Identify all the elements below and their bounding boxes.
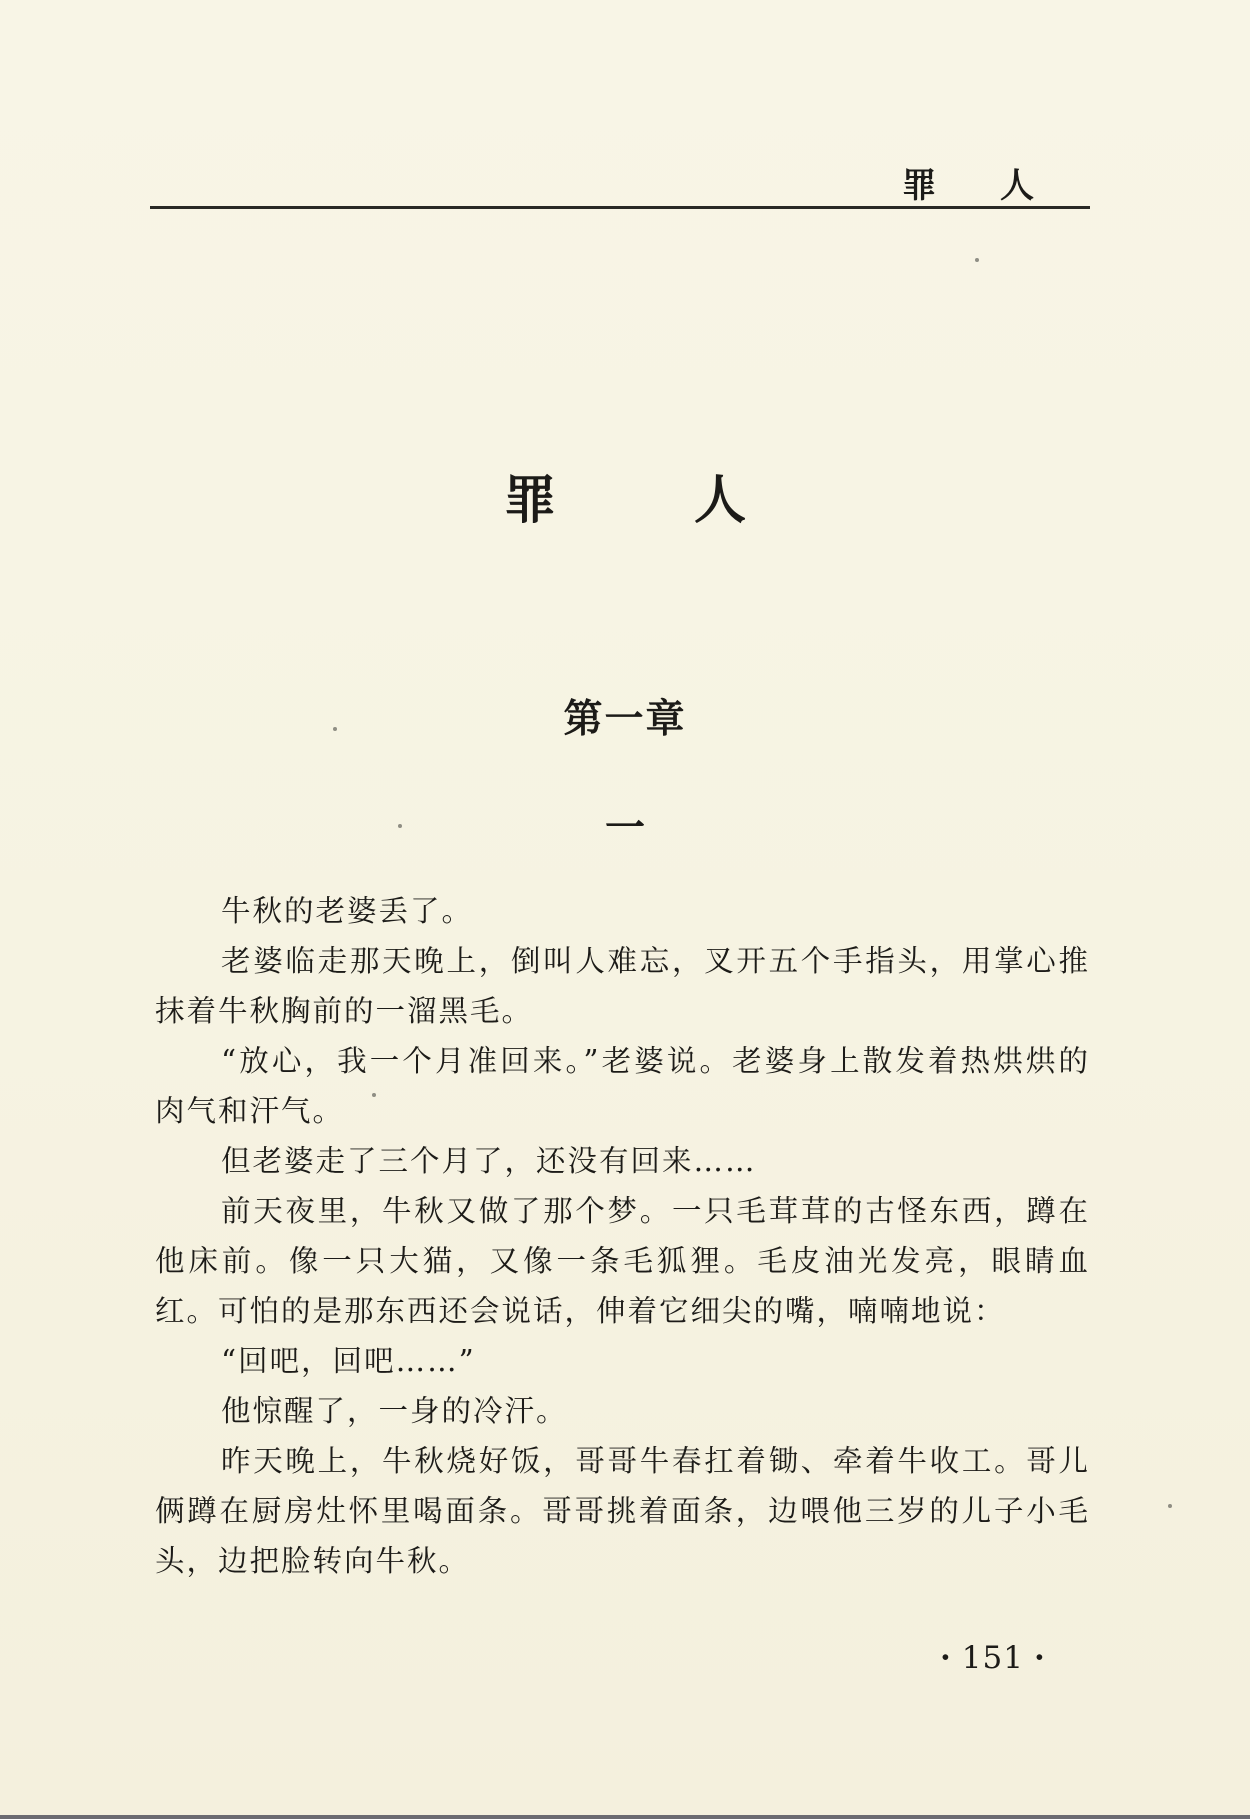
paragraph: 老婆临走那天晚上，倒叫人难忘，叉开五个手指头，用掌心推抹着牛秋胸前的一溜黑毛。 [155, 944, 1090, 1028]
running-header [150, 150, 1090, 210]
paragraph: 他惊醒了，一身的冷汗。 [221, 1394, 568, 1428]
paragraph: “放心，我一个月准回来。”老婆说。老婆身上散发着热烘烘的肉气和汗气。 [155, 1044, 1090, 1128]
paragraph: 昨天晚上，牛秋烧好饭，哥哥牛春扛着锄、牵着牛收工。哥儿俩蹲在厨房灶怀里喝面条。哥哥挑着面条，边喂他三岁的儿子小毛头，边把脸转向牛秋。 [155, 1444, 1090, 1578]
story-title: 罪 人 [503, 471, 807, 531]
page-number [930, 1640, 1056, 1676]
page-bottom-edge [0, 1815, 1250, 1819]
paragraph: “回吧，回吧……” [221, 1344, 476, 1378]
running-title: 罪 人 [902, 166, 1060, 206]
ink-speck [333, 727, 337, 731]
chapter-heading: 第一章 [563, 697, 687, 742]
ink-speck [1168, 1504, 1172, 1508]
body-text [155, 886, 1090, 1586]
header-rule [150, 206, 1090, 209]
section-number: 一 [605, 805, 645, 851]
page-number-value: 151 [961, 1640, 1024, 1676]
paragraph: 但老婆走了三个月了，还没有回来…… [221, 1144, 757, 1178]
paragraph: 前天夜里，牛秋又做了那个梦。一只毛茸茸的古怪东西，蹲在他床前。像一只大猫，又像一条毛狐狸。毛皮油光发亮，眼睛血红。可怕的是那东西还会说话，伸着它细尖的嘴，喃喃地说： [155, 1194, 1090, 1328]
paragraph: 牛秋的老婆丢了。 [221, 894, 474, 928]
ink-speck [398, 824, 402, 828]
page-number-dot-right: · [1033, 1640, 1046, 1676]
ink-speck [975, 258, 979, 262]
ink-speck [372, 1093, 376, 1097]
page-number-dot-left: · [940, 1640, 952, 1676]
